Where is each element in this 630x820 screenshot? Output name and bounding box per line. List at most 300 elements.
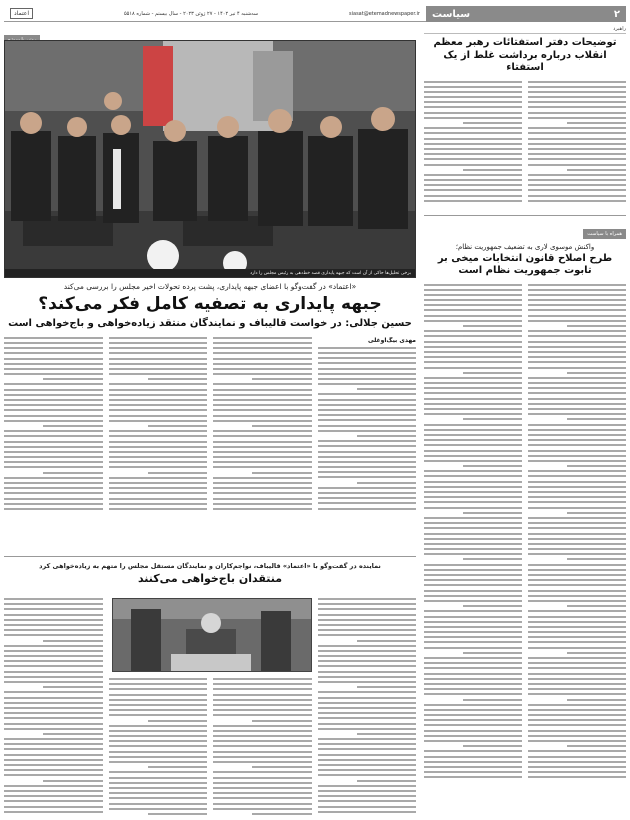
- text-line: [424, 284, 522, 286]
- text-line: [528, 361, 626, 363]
- text-line: [318, 790, 417, 792]
- text-line: [318, 492, 417, 494]
- text-line: [528, 683, 626, 685]
- text-line: [318, 624, 417, 626]
- text-line: [528, 600, 626, 602]
- text-line: [528, 294, 626, 296]
- text-line: [318, 681, 417, 683]
- text-line: [528, 320, 626, 322]
- text-line: [424, 735, 522, 737]
- text-line: [528, 382, 626, 384]
- text-line: [4, 352, 103, 354]
- text-line: [567, 699, 626, 701]
- text-line: [528, 174, 626, 176]
- text-line: [213, 792, 312, 794]
- text-line: [318, 603, 417, 605]
- text-line: [213, 415, 312, 417]
- text-line: [4, 368, 103, 370]
- text-line: [109, 694, 208, 696]
- text-line: [4, 482, 103, 484]
- text-line: [528, 517, 626, 519]
- text-line: [528, 164, 626, 166]
- text-line: [424, 392, 522, 394]
- text-line: [213, 688, 312, 690]
- text-line: [318, 676, 417, 678]
- text-line: [528, 335, 626, 337]
- text-line: [43, 780, 102, 782]
- text-line: [43, 378, 102, 380]
- text-line: [528, 439, 626, 441]
- text-line: [528, 424, 626, 426]
- text-line: [528, 403, 626, 405]
- text-line: [109, 782, 208, 784]
- text-line: [567, 465, 626, 467]
- text-line: [318, 357, 417, 359]
- text-line: [4, 598, 103, 600]
- text-line: [463, 745, 522, 747]
- text-line: [4, 614, 103, 616]
- text-line: [424, 96, 522, 98]
- text-column: [424, 284, 522, 784]
- text-line: [318, 691, 417, 693]
- text-line: [318, 471, 417, 473]
- text-line: [109, 477, 208, 479]
- text-line: [528, 86, 626, 88]
- text-line: [213, 735, 312, 737]
- text-line: [109, 347, 208, 349]
- text-line: [424, 761, 522, 763]
- text-line: [528, 662, 626, 664]
- text-line: [424, 361, 522, 363]
- text-line: [424, 647, 522, 649]
- text-line: [424, 315, 522, 317]
- text-line: [528, 330, 626, 332]
- text-line: [424, 460, 522, 462]
- text-line: [528, 595, 626, 597]
- text-line: [318, 508, 417, 510]
- text-line: [4, 645, 103, 647]
- text-line: [318, 774, 417, 776]
- text-line: [213, 508, 312, 510]
- text-line: [528, 688, 626, 690]
- text-line: [252, 378, 311, 380]
- text-line: [318, 619, 417, 621]
- text-line: [318, 497, 417, 499]
- text-line: [213, 694, 312, 696]
- text-line: [109, 730, 208, 732]
- text-line: [109, 409, 208, 411]
- text-line: [424, 86, 522, 88]
- text-line: [318, 738, 417, 740]
- logo: اعتماد: [10, 8, 33, 19]
- text-line: [213, 456, 312, 458]
- text-line: [528, 740, 626, 742]
- text-line: [109, 352, 208, 354]
- text-line: [528, 673, 626, 675]
- text-line: [424, 382, 522, 384]
- text-line: [318, 368, 417, 370]
- text-line: [4, 702, 103, 704]
- text-line: [4, 769, 103, 771]
- text-line: [4, 508, 103, 510]
- text-line: [528, 564, 626, 566]
- text-line: [528, 553, 626, 555]
- text-line: [528, 766, 626, 768]
- text-line: [213, 451, 312, 453]
- text-line: [424, 289, 522, 291]
- text-line: [318, 650, 417, 652]
- text-line: [4, 461, 103, 463]
- text-line: [528, 460, 626, 462]
- text-line: [528, 455, 626, 457]
- text-line: [424, 184, 522, 186]
- text-line: [424, 714, 522, 716]
- text-line: [213, 782, 312, 784]
- text-line: [43, 425, 102, 427]
- text-line: [4, 759, 103, 761]
- text-line: [109, 709, 208, 711]
- text-line: [109, 404, 208, 406]
- text-line: [109, 508, 208, 510]
- text-line: [424, 475, 522, 477]
- text-line: [4, 503, 103, 505]
- text-line: [148, 472, 207, 474]
- text-line: [318, 806, 417, 808]
- text-line: [4, 415, 103, 417]
- text-line: [318, 811, 417, 813]
- text-line: [109, 487, 208, 489]
- byline: مهدی بیگ‌اوغلی: [368, 336, 416, 344]
- text-line: [318, 764, 417, 766]
- text-line: [109, 415, 208, 417]
- text-line: [109, 435, 208, 437]
- text-line: [318, 754, 417, 756]
- text-line: [424, 564, 522, 566]
- text-line: [424, 683, 522, 685]
- text-line: [109, 394, 208, 396]
- text-line: [424, 771, 522, 773]
- text-column: [109, 337, 208, 517]
- text-line: [109, 803, 208, 805]
- text-line: [424, 641, 522, 643]
- text-line: [424, 398, 522, 400]
- text-line: [528, 127, 626, 129]
- text-line: [528, 81, 626, 83]
- text-line: [109, 441, 208, 443]
- text-line: [213, 730, 312, 732]
- text-line: [528, 590, 626, 592]
- text-line: [252, 766, 311, 768]
- text-line: [528, 413, 626, 415]
- section-title: سیاست: [432, 8, 471, 20]
- text-line: [109, 363, 208, 365]
- text-line: [4, 629, 103, 631]
- text-line: [424, 450, 522, 452]
- text-line: [424, 309, 522, 311]
- page-header: [4, 6, 626, 22]
- text-line: [528, 143, 626, 145]
- text-line: [424, 501, 522, 503]
- text-line: [424, 533, 522, 535]
- text-line: [528, 548, 626, 550]
- text-line: [424, 200, 522, 202]
- text-line: [4, 800, 103, 802]
- text-line: [424, 413, 522, 415]
- text-line: [148, 378, 207, 380]
- text-line: [424, 424, 522, 426]
- text-line: [109, 699, 208, 701]
- text-line: [528, 434, 626, 436]
- text-line: [4, 399, 103, 401]
- text-line: [213, 394, 312, 396]
- text-line: [318, 383, 417, 385]
- text-line: [567, 372, 626, 374]
- text-line: [109, 678, 208, 680]
- text-line: [424, 491, 522, 493]
- text-line: [213, 389, 312, 391]
- text-line: [4, 608, 103, 610]
- text-line: [528, 491, 626, 493]
- text-line: [528, 621, 626, 623]
- text-line: [109, 808, 208, 810]
- text-line: [424, 595, 522, 597]
- text-line: [4, 676, 103, 678]
- text-line: [109, 787, 208, 789]
- text-line: [109, 725, 208, 727]
- text-line: [109, 688, 208, 690]
- text-line: [424, 724, 522, 726]
- text-line: [424, 470, 522, 472]
- text-line: [424, 91, 522, 93]
- text-line: [318, 598, 417, 600]
- text-line: [318, 723, 417, 725]
- text-line: [528, 91, 626, 93]
- text-line: [109, 792, 208, 794]
- main-kicker: «اعتماد» در گفت‌وگو با اعضای جبهه پایداری، پشت پرده تحولات اخیر مجلس را بررسی می‌کند: [63, 282, 357, 291]
- text-line: [424, 429, 522, 431]
- text-line: [424, 527, 522, 529]
- text-line: [528, 527, 626, 529]
- text-line: [4, 337, 103, 339]
- text-line: [528, 610, 626, 612]
- text-line: [318, 795, 417, 797]
- text-line: [318, 743, 417, 745]
- text-line: [424, 106, 522, 108]
- text-line: [424, 507, 522, 509]
- website: siasat@etemadnewspaper.ir: [349, 10, 420, 17]
- text-line: [528, 341, 626, 343]
- text-line: [567, 652, 626, 654]
- text-column: [213, 337, 312, 517]
- text-line: [148, 425, 207, 427]
- text-line: [318, 629, 417, 631]
- text-line: [528, 184, 626, 186]
- text-line: [4, 430, 103, 432]
- header-info-line: [4, 6, 426, 22]
- text-line: [528, 398, 626, 400]
- text-line: [4, 723, 103, 725]
- text-line: [213, 683, 312, 685]
- text-line: [318, 748, 417, 750]
- text-line: [213, 714, 312, 716]
- text-line: [424, 439, 522, 441]
- text-line: [213, 368, 312, 370]
- text-line: [213, 383, 312, 385]
- text-line: [424, 657, 522, 659]
- divider: [424, 215, 626, 216]
- text-line: [528, 486, 626, 488]
- text-line: [424, 590, 522, 592]
- text-line: [4, 697, 103, 699]
- main-headline: جبهه پایداری به تصفیه کامل فکر می‌کند؟: [38, 294, 382, 314]
- text-line: [528, 750, 626, 752]
- text-line: [528, 408, 626, 410]
- text-line: [528, 584, 626, 586]
- text-line: [424, 377, 522, 379]
- text-line: [424, 408, 522, 410]
- text-line: [4, 712, 103, 714]
- lower-headline: منتقدان باج‌خواهی می‌کنند: [137, 572, 283, 585]
- text-line: [424, 351, 522, 353]
- text-line: [528, 704, 626, 706]
- text-line: [213, 803, 312, 805]
- text-line: [424, 756, 522, 758]
- text-line: [213, 420, 312, 422]
- text-line: [528, 450, 626, 452]
- text-line: [318, 419, 417, 421]
- text-line: [43, 686, 102, 688]
- text-line: [4, 717, 103, 719]
- text-line: [424, 299, 522, 301]
- text-line: [213, 363, 312, 365]
- text-line: [109, 456, 208, 458]
- text-line: [4, 806, 103, 808]
- text-line: [4, 619, 103, 621]
- text-line: [528, 153, 626, 155]
- text-line: [424, 81, 522, 83]
- text-line: [318, 671, 417, 673]
- text-line: [109, 756, 208, 758]
- text-line: [4, 492, 103, 494]
- text-line: [109, 430, 208, 432]
- text-line: [528, 138, 626, 140]
- text-line: [528, 771, 626, 773]
- text-column: [318, 598, 417, 818]
- text-line: [528, 346, 626, 348]
- text-line: [424, 387, 522, 389]
- text-line: [148, 813, 207, 815]
- text-line: [424, 367, 522, 369]
- text-line: [424, 548, 522, 550]
- text-line: [528, 200, 626, 202]
- text-line: [357, 733, 416, 735]
- text-line: [424, 636, 522, 638]
- text-line: [252, 813, 311, 815]
- text-line: [318, 451, 417, 453]
- text-line: [213, 771, 312, 773]
- right-mid-kicker: واکنش موسوی لاری به تضعیف جمهوریت نظام؛: [455, 242, 595, 251]
- text-line: [424, 496, 522, 498]
- text-line: [4, 394, 103, 396]
- text-line: [528, 724, 626, 726]
- text-line: [528, 543, 626, 545]
- text-line: [528, 538, 626, 540]
- text-line: [213, 751, 312, 753]
- text-line: [109, 797, 208, 799]
- text-line: [424, 320, 522, 322]
- text-line: [424, 138, 522, 140]
- text-line: [4, 795, 103, 797]
- text-line: [424, 164, 522, 166]
- text-line: [424, 195, 522, 197]
- text-line: [109, 777, 208, 779]
- text-line: [213, 347, 312, 349]
- text-line: [213, 745, 312, 747]
- text-line: [213, 477, 312, 479]
- text-line: [4, 650, 103, 652]
- text-line: [109, 735, 208, 737]
- text-line: [463, 605, 522, 607]
- text-line: [4, 754, 103, 756]
- text-line: [528, 179, 626, 181]
- text-line: [4, 389, 103, 391]
- text-line: [4, 774, 103, 776]
- text-line: [318, 634, 417, 636]
- text-line: [528, 284, 626, 286]
- text-line: [43, 472, 102, 474]
- text-line: [148, 720, 207, 722]
- text-line: [109, 420, 208, 422]
- text-line: [318, 665, 417, 667]
- text-column: [109, 598, 208, 818]
- text-line: [463, 122, 522, 124]
- text-line: [528, 756, 626, 758]
- text-line: [424, 127, 522, 129]
- text-line: [109, 704, 208, 706]
- text-line: [528, 626, 626, 628]
- text-line: [213, 740, 312, 742]
- right-mid-tag: همراه با سیاست: [583, 229, 626, 239]
- text-line: [109, 498, 208, 500]
- text-line: [424, 626, 522, 628]
- text-line: [213, 498, 312, 500]
- text-line: [528, 522, 626, 524]
- main-body: [4, 337, 416, 517]
- text-line: [213, 709, 312, 711]
- text-line: [213, 482, 312, 484]
- text-line: [528, 678, 626, 680]
- text-line: [463, 465, 522, 467]
- text-line: [463, 558, 522, 560]
- text-line: [109, 368, 208, 370]
- text-line: [424, 719, 522, 721]
- text-line: [4, 404, 103, 406]
- text-line: [424, 455, 522, 457]
- text-line: [424, 517, 522, 519]
- text-line: [528, 641, 626, 643]
- text-column: [318, 337, 417, 517]
- text-line: [109, 503, 208, 505]
- text-line: [318, 655, 417, 657]
- text-line: [318, 697, 417, 699]
- text-line: [424, 356, 522, 358]
- text-line: [4, 441, 103, 443]
- text-line: [4, 466, 103, 468]
- text-line: [357, 482, 416, 484]
- text-line: [318, 414, 417, 416]
- text-column: [528, 81, 626, 209]
- text-line: [109, 446, 208, 448]
